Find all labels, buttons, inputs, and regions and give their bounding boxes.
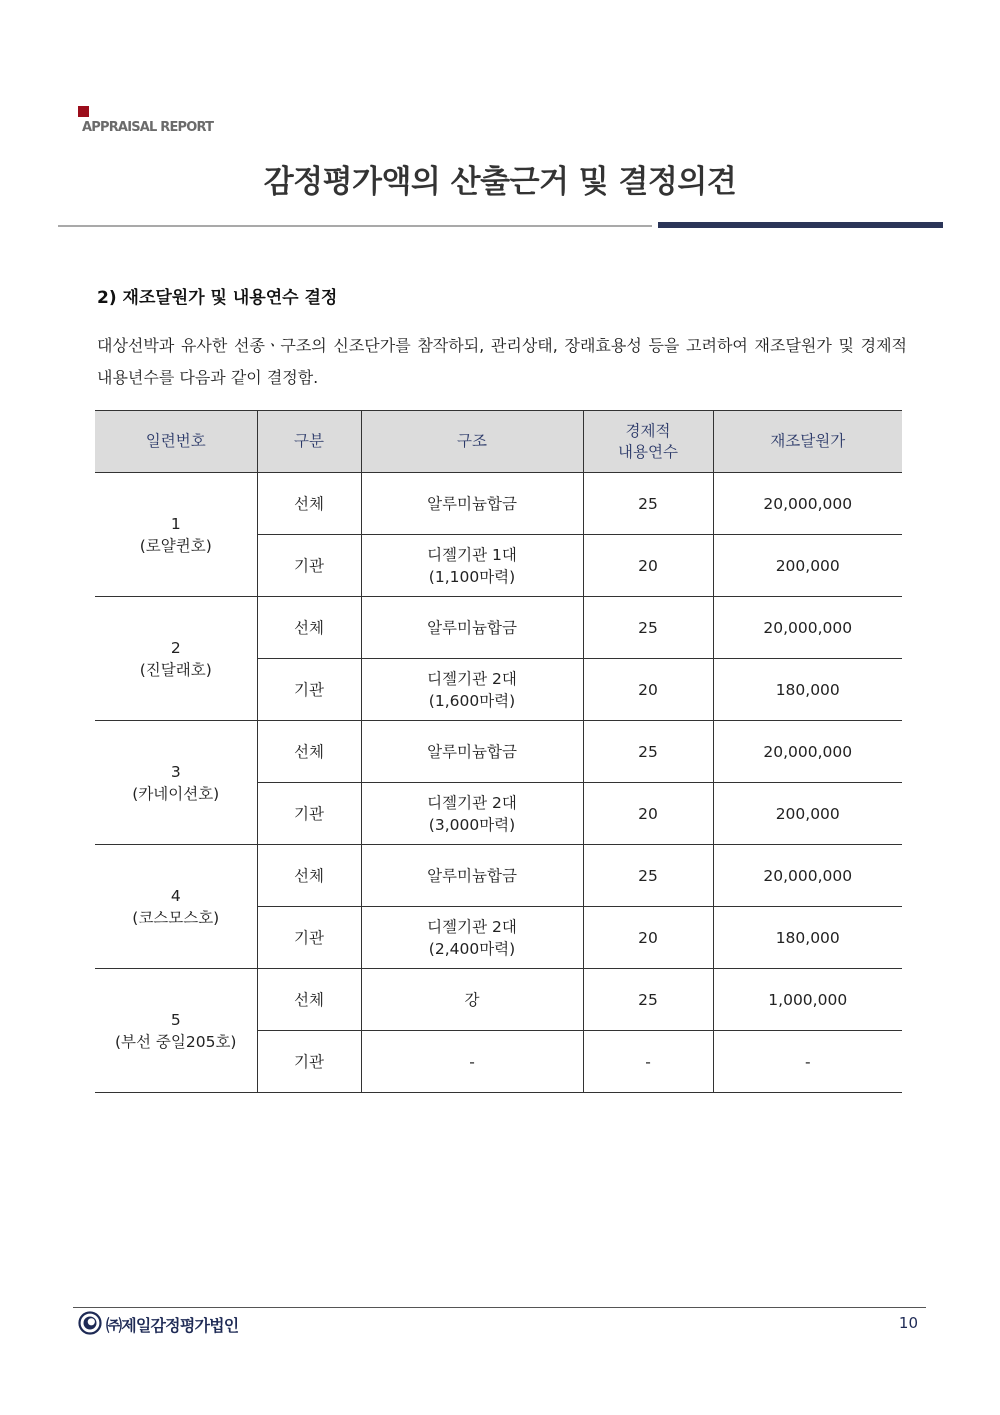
structure-cell: 알루미늄합금 bbox=[361, 721, 583, 783]
table-row bbox=[95, 969, 902, 1031]
structure-cell bbox=[361, 535, 583, 597]
vessel-name: (코스모스호) bbox=[132, 908, 220, 927]
life-cell: - bbox=[583, 1031, 713, 1093]
structure-cell bbox=[361, 783, 583, 845]
life-cell: 25 bbox=[583, 845, 713, 907]
structure-cell bbox=[361, 907, 583, 969]
category-cell: 선체 bbox=[257, 721, 361, 783]
structure-line2: (2,400마력) bbox=[428, 939, 516, 958]
life-cell: 20 bbox=[583, 659, 713, 721]
vessel-number: 4 bbox=[170, 886, 181, 905]
table-row bbox=[95, 473, 902, 535]
vessel-cell bbox=[95, 597, 257, 721]
category-cell: 기관 bbox=[257, 783, 361, 845]
cost-cell: 20,000,000 bbox=[713, 473, 902, 535]
cost-cell: 180,000 bbox=[713, 907, 902, 969]
structure-cell: 알루미늄합금 bbox=[361, 597, 583, 659]
life-cell: 25 bbox=[583, 597, 713, 659]
category-cell: 기관 bbox=[257, 535, 361, 597]
header-economic-life-line1: 경제적 bbox=[625, 421, 671, 440]
structure-cell: 강 bbox=[361, 969, 583, 1031]
category-cell: 기관 bbox=[257, 907, 361, 969]
structure-line1: 디젤기관 2대 bbox=[427, 793, 517, 812]
life-cell: 25 bbox=[583, 473, 713, 535]
section-paragraph: 대상선박과 유사한 선종ㆍ구조의 신조단가를 참작하되, 관리상태, 장래효용성 등을 고려하여 재조달원가 및 경제적 내용년수를 다음과 같이 결정함. bbox=[97, 336, 907, 387]
vessel-name: (카네이션호) bbox=[132, 784, 220, 803]
structure-cell bbox=[361, 659, 583, 721]
page-number: 10 bbox=[898, 1314, 918, 1332]
vessel-name: (진달래호) bbox=[139, 660, 212, 679]
vessel-number: 1 bbox=[170, 514, 181, 533]
company-logo-icon bbox=[78, 1311, 102, 1335]
vessel-cell bbox=[95, 845, 257, 969]
category-cell: 선체 bbox=[257, 969, 361, 1031]
life-cell: 25 bbox=[583, 969, 713, 1031]
structure-cell: - bbox=[361, 1031, 583, 1093]
vessel-name: (로얄퀸호) bbox=[139, 536, 212, 555]
category-cell: 기관 bbox=[257, 1031, 361, 1093]
vessel-cell bbox=[95, 721, 257, 845]
header-structure: 구조 bbox=[361, 411, 583, 473]
vessel-name: (부선 중일205호) bbox=[115, 1032, 237, 1051]
structure-line1: 디젤기관 2대 bbox=[427, 917, 517, 936]
cost-cell: - bbox=[713, 1031, 902, 1093]
report-label: APPRAISAL REPORT bbox=[82, 120, 214, 135]
title-rule-thick bbox=[658, 222, 943, 228]
vessel-cell bbox=[95, 473, 257, 597]
structure-line2: (3,000마력) bbox=[428, 815, 516, 834]
footer-rule bbox=[73, 1307, 926, 1308]
header-economic-life-line2: 내용연수 bbox=[618, 442, 678, 461]
cost-cell: 180,000 bbox=[713, 659, 902, 721]
page-title: 감정평가액의 산출근거 및 결정의견 bbox=[263, 164, 737, 200]
header-category: 구분 bbox=[257, 411, 361, 473]
life-cell: 20 bbox=[583, 783, 713, 845]
structure-cell: 알루미늄합금 bbox=[361, 473, 583, 535]
category-cell: 선체 bbox=[257, 473, 361, 535]
vessel-number: 3 bbox=[170, 762, 181, 781]
header-replacement-cost: 재조달원가 bbox=[713, 411, 902, 473]
header-economic-life bbox=[583, 411, 713, 473]
category-cell: 기관 bbox=[257, 659, 361, 721]
table-row bbox=[95, 845, 902, 907]
table-row bbox=[95, 597, 902, 659]
vessel-cell bbox=[95, 969, 257, 1093]
header-serial: 일련번호 bbox=[95, 411, 257, 473]
table-header-row bbox=[95, 411, 902, 473]
cost-cell: 200,000 bbox=[713, 535, 902, 597]
header-marker bbox=[78, 106, 89, 117]
footer-company-name: ㈜제일감정평가법인 bbox=[106, 1316, 239, 1335]
vessel-number: 2 bbox=[170, 638, 181, 657]
structure-line1: 디젤기관 1대 bbox=[427, 545, 517, 564]
table-row bbox=[95, 721, 902, 783]
life-cell: 25 bbox=[583, 721, 713, 783]
life-cell: 20 bbox=[583, 535, 713, 597]
category-cell: 선체 bbox=[257, 845, 361, 907]
cost-cell: 20,000,000 bbox=[713, 845, 902, 907]
section-heading: 2) 재조달원가 및 내용연수 결정 bbox=[97, 288, 338, 308]
structure-line1: 디젤기관 2대 bbox=[427, 669, 517, 688]
title-rule-thin bbox=[58, 225, 652, 227]
cost-cell: 1,000,000 bbox=[713, 969, 902, 1031]
structure-line2: (1,600마력) bbox=[428, 691, 516, 710]
life-cell: 20 bbox=[583, 907, 713, 969]
cost-cell: 20,000,000 bbox=[713, 597, 902, 659]
replacement-cost-table bbox=[95, 410, 902, 1093]
vessel-number: 5 bbox=[170, 1010, 181, 1029]
cost-cell: 200,000 bbox=[713, 783, 902, 845]
structure-line2: (1,100마력) bbox=[428, 567, 516, 586]
category-cell: 선체 bbox=[257, 597, 361, 659]
cost-cell: 20,000,000 bbox=[713, 721, 902, 783]
structure-cell: 알루미늄합금 bbox=[361, 845, 583, 907]
